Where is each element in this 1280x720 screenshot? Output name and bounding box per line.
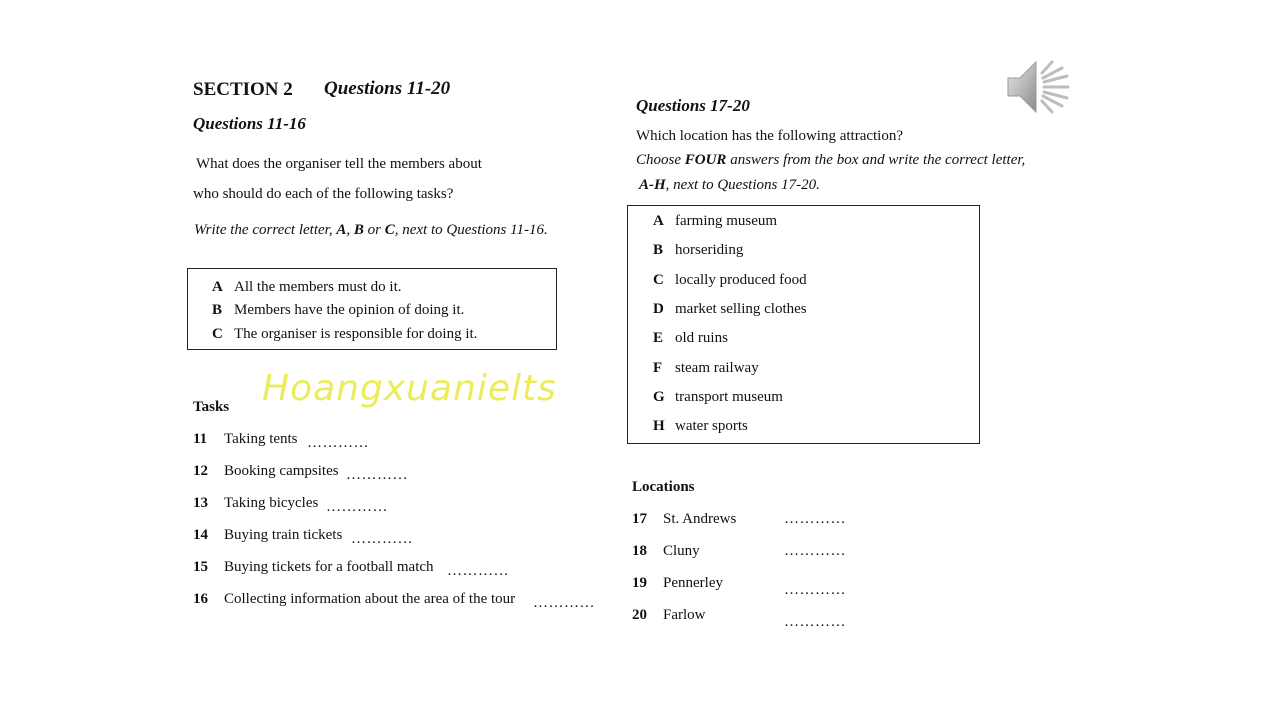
option-text: old ruins: [675, 330, 728, 346]
instruction-post: , next to Questions 11-16.: [394, 222, 548, 238]
option-letter: A: [212, 279, 223, 295]
part2-option-b: [653, 242, 743, 259]
location-number: 18: [632, 543, 647, 559]
option-letter: C: [653, 272, 664, 288]
option-text: steam railway: [675, 360, 759, 376]
part1-question-line1: What does the organiser tell the members about: [196, 156, 482, 172]
option-text: The organiser is responsible for doing it.: [234, 326, 478, 342]
task-text: Buying train tickets: [224, 527, 343, 543]
option-text: market selling clothes: [675, 301, 807, 317]
location-text: Pennerley: [663, 575, 723, 591]
instruction-comma: ,: [346, 222, 351, 238]
part2-option-d: [653, 301, 807, 318]
part1-instruction: [194, 222, 548, 239]
instruction-post: , next to Questions 17-20.: [665, 177, 820, 193]
answer-blank-16[interactable]: …………: [533, 595, 595, 611]
part2-question: Which location has the following attraction?: [636, 128, 903, 144]
task-number: 15: [193, 559, 208, 575]
option-letter: A: [653, 213, 664, 229]
answer-blank-20[interactable]: …………: [784, 614, 846, 630]
part2-option-f: [653, 360, 759, 377]
location-text: St. Andrews: [663, 511, 737, 527]
section-title: SECTION 2: [193, 79, 293, 100]
task-text: Buying tickets for a football match: [224, 559, 434, 575]
option-letter: E: [653, 330, 664, 346]
option-letter: F: [653, 360, 663, 376]
answer-blank-15[interactable]: …………: [447, 563, 509, 579]
answer-blank-19[interactable]: …………: [784, 582, 846, 598]
task-number: 12: [193, 463, 208, 479]
part2-options-box: [627, 205, 980, 444]
part2-instruction-line1: [636, 152, 1025, 169]
task-text: Taking bicycles: [224, 495, 319, 511]
task-text: Booking campsites: [224, 463, 339, 479]
option-text: horseriding: [675, 242, 744, 258]
location-number: 19: [632, 575, 647, 591]
location-number: 20: [632, 607, 647, 623]
option-text: All the members must do it.: [234, 279, 402, 295]
location-text: Farlow: [663, 607, 706, 623]
answer-blank-12[interactable]: …………: [346, 467, 408, 483]
instruction-pre: Write the correct letter,: [194, 222, 333, 238]
watermark-text: Hoangxuanielts: [262, 368, 557, 409]
section-questions: Questions 11-20: [324, 78, 451, 99]
task-text: Taking tents: [224, 431, 298, 447]
task-text: Collecting information about the area of the tour: [224, 591, 516, 607]
tasks-label: Tasks: [193, 399, 230, 415]
instruction-post: answers from the box and write the correct letter,: [730, 152, 1026, 168]
option-text: Members have the opinion of doing it.: [234, 302, 465, 318]
speaker-icon[interactable]: [1006, 58, 1072, 121]
option-text: farming museum: [675, 213, 778, 229]
location-number: 17: [632, 511, 647, 527]
part2-option-g: [653, 389, 783, 406]
instruction-letter-a: A: [336, 222, 347, 238]
option-letter: H: [653, 418, 665, 434]
option-letter: C: [212, 326, 223, 342]
part1-question-line2: who should do each of the following tasks?: [193, 186, 454, 202]
answer-blank-17[interactable]: …………: [784, 511, 846, 527]
answer-blank-18[interactable]: …………: [784, 543, 846, 559]
option-text: locally produced food: [675, 272, 807, 288]
part1-heading: Questions 11-16: [193, 114, 306, 133]
instruction-pre: Choose: [636, 152, 681, 168]
answer-blank-13[interactable]: …………: [326, 499, 388, 515]
answer-blank-14[interactable]: …………: [351, 531, 413, 547]
part2-option-c: [653, 272, 807, 289]
part2-option-a: [653, 213, 777, 230]
part2-instruction-line2: [639, 177, 820, 194]
instruction-range: A-H: [639, 177, 666, 193]
instruction-or: or: [367, 222, 381, 238]
part2-heading: Questions 17-20: [636, 96, 750, 115]
option-letter: G: [653, 389, 665, 405]
option-letter: B: [212, 302, 223, 318]
task-number: 13: [193, 495, 208, 511]
task-number: 11: [193, 431, 208, 447]
answer-blank-11[interactable]: …………: [307, 435, 369, 451]
option-text: transport museum: [675, 389, 783, 405]
instruction-letter-c: C: [384, 222, 395, 238]
part1-option-b: [212, 302, 464, 319]
task-number: 14: [193, 527, 208, 543]
part1-option-a: [212, 279, 401, 296]
task-number: 16: [193, 591, 208, 607]
instruction-four: FOUR: [684, 152, 727, 168]
part2-option-e: [653, 330, 728, 347]
option-text: water sports: [675, 418, 748, 434]
part1-option-c: [212, 326, 477, 343]
location-text: Cluny: [663, 543, 700, 559]
option-letter: D: [653, 301, 664, 317]
part2-option-h: [653, 418, 748, 435]
option-letter: B: [653, 242, 664, 258]
instruction-letter-b: B: [353, 222, 364, 238]
locations-label: Locations: [632, 479, 695, 495]
